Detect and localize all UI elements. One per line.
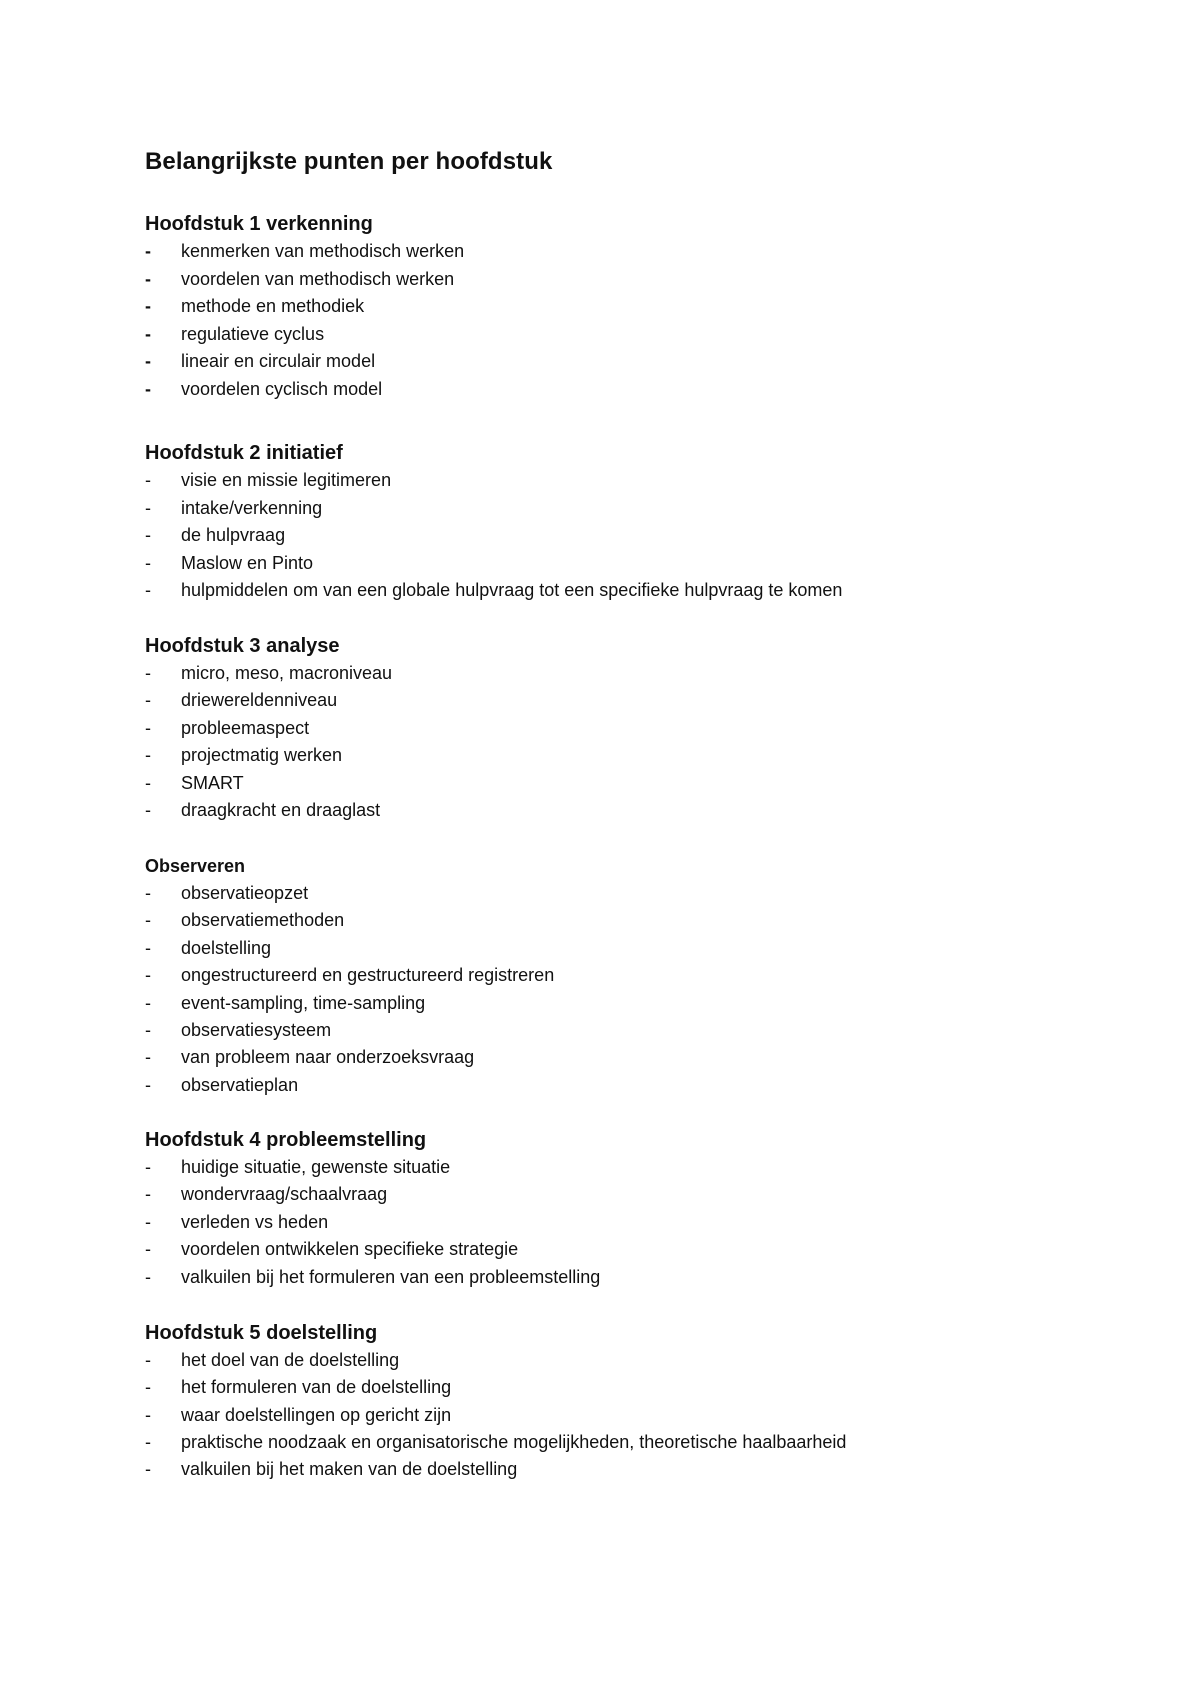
section-observeren (145, 852, 1145, 1099)
list-item-text: observatieopzet (181, 883, 309, 903)
dash-bullet: - (145, 799, 151, 820)
dash-bullet: - (145, 745, 151, 766)
list-item (145, 1429, 1145, 1456)
list-item (145, 962, 1145, 989)
list-item-text: huidige situatie, gewenste situatie (181, 1157, 451, 1177)
list-item (145, 935, 1145, 962)
dash-bullet: - (145, 772, 151, 793)
list-item (145, 715, 1145, 742)
list-item (145, 293, 1145, 321)
list-item (145, 1154, 1145, 1181)
list-item-text: valkuilen bij het maken van de doelstelling (181, 1459, 518, 1480)
list-item (145, 907, 1145, 934)
dash-bullet: - (145, 883, 151, 903)
list-item-text: intake/verkenning (181, 497, 323, 518)
list-item (145, 467, 1145, 495)
list-item-text: draagkracht en draaglast (181, 799, 381, 820)
list-item (145, 742, 1145, 769)
list-item (145, 770, 1145, 797)
list-item-text: lineair en circulair model (181, 351, 376, 371)
dash-bullet: - (145, 470, 151, 490)
dash-bullet: - (145, 497, 151, 518)
list-item-text: het formuleren van de doelstelling (181, 1377, 452, 1398)
list-item (145, 1264, 1145, 1291)
dash-bullet: - (145, 1211, 151, 1232)
list-item-text: Maslow en Pinto (181, 552, 314, 573)
dash-bullet: - (145, 663, 151, 683)
list-item-text: praktische noodzaak en organisatorische mogelijkheden, theoretische haalbaarheid (181, 1431, 847, 1452)
dash-bullet: - (145, 296, 151, 316)
list-item-text: de hulpvraag (181, 525, 286, 545)
list-item (145, 1402, 1145, 1429)
list-item (145, 550, 1145, 578)
bullet-list (145, 660, 1145, 824)
dash-bullet: - (145, 937, 151, 958)
list-item-text: het doel van de doelstelling (181, 1350, 400, 1370)
section-hoofdstuk-1 (145, 210, 1145, 403)
bullet-list (145, 1347, 1145, 1483)
dash-bullet: - (145, 1019, 151, 1040)
dash-bullet: - (145, 965, 151, 986)
document-title: Belangrijkste punten per hoofdstuk (145, 148, 553, 175)
list-item-text: projectmatig werken (181, 745, 343, 766)
dash-bullet: - (145, 241, 151, 261)
section-heading: Observeren (145, 856, 246, 876)
dash-bullet: - (145, 992, 151, 1013)
list-item (145, 797, 1145, 824)
list-item (145, 1456, 1145, 1483)
list-item-text: driewereldenniveau (181, 690, 338, 711)
list-item-text: probleemaspect (181, 717, 310, 738)
dash-bullet: - (145, 1350, 151, 1370)
section-hoofdstuk-2 (145, 439, 1145, 605)
dash-bullet: - (145, 323, 151, 344)
list-item (145, 990, 1145, 1017)
dash-bullet: - (145, 717, 151, 738)
dash-bullet: - (145, 1377, 151, 1398)
list-item-text: observatiesysteem (181, 1019, 332, 1040)
section-heading: Hoofdstuk 4 probleemstelling (145, 1129, 427, 1151)
dash-bullet: - (145, 525, 151, 545)
list-item-text: event-sampling, time-sampling (181, 992, 426, 1013)
list-item (145, 1236, 1145, 1263)
bullet-list (145, 238, 1145, 403)
list-item-text: observatiemethoden (181, 910, 345, 931)
list-item (145, 1209, 1145, 1236)
dash-bullet: - (145, 1266, 151, 1287)
dash-bullet: - (145, 1184, 151, 1205)
list-item-text: waar doelstellingen op gericht zijn (181, 1404, 452, 1425)
dash-bullet: - (145, 690, 151, 711)
list-item-text: voordelen ontwikkelen specifieke strategie (181, 1239, 519, 1260)
list-item (145, 1044, 1145, 1071)
section-hoofdstuk-3 (145, 632, 1145, 824)
bullet-list (145, 880, 1145, 1099)
dash-bullet: - (145, 1047, 151, 1068)
section-heading: Hoofdstuk 2 initiatief (145, 442, 343, 464)
list-item-text: verleden vs heden (181, 1211, 329, 1232)
list-item (145, 1017, 1145, 1044)
dash-bullet: - (145, 1431, 151, 1452)
dash-bullet: - (145, 1074, 151, 1095)
list-item (145, 1347, 1145, 1374)
list-item (145, 1181, 1145, 1208)
dash-bullet: - (145, 552, 151, 573)
section-heading: Hoofdstuk 1 verkenning (145, 213, 373, 235)
list-item-text: voordelen van methodisch werken (181, 268, 455, 289)
list-item-text: observatieplan (181, 1074, 299, 1095)
list-item (145, 660, 1145, 687)
list-item (145, 266, 1145, 294)
section-heading: Hoofdstuk 3 analyse (145, 635, 340, 657)
dash-bullet: - (145, 1157, 151, 1177)
list-item (145, 1072, 1145, 1099)
list-item (145, 577, 1145, 605)
section-heading: Hoofdstuk 5 doelstelling (145, 1322, 378, 1344)
list-item-text: van probleem naar onderzoeksvraag (181, 1047, 475, 1068)
list-item (145, 495, 1145, 523)
section-hoofdstuk-5 (145, 1319, 1145, 1483)
list-item (145, 321, 1145, 349)
list-item-text: ongestructureerd en gestructureerd registreren (181, 965, 555, 986)
list-item-text: SMART (181, 772, 244, 793)
bullet-list (145, 467, 1145, 605)
list-item-text: voordelen cyclisch model (181, 378, 383, 399)
list-item-text: methode en methodiek (181, 296, 365, 316)
dash-bullet: - (145, 378, 151, 399)
list-item-text: hulpmiddelen om van een globale hulpvraag tot een specifieke hulpvraag te komen (181, 580, 843, 600)
list-item-text: micro, meso, macroniveau (181, 663, 393, 683)
list-item-text: wondervraag/schaalvraag (181, 1184, 388, 1205)
bullet-list (145, 1154, 1145, 1291)
section-hoofdstuk-4 (145, 1126, 1145, 1291)
list-item-text: doelstelling (181, 937, 272, 958)
dash-bullet: - (145, 351, 151, 371)
list-item (145, 348, 1145, 376)
list-item (145, 376, 1145, 404)
list-item (145, 880, 1145, 907)
dash-bullet: - (145, 910, 151, 931)
list-item-text: valkuilen bij het formuleren van een probleemstelling (181, 1266, 601, 1287)
list-item (145, 522, 1145, 550)
dash-bullet: - (145, 580, 151, 600)
list-item (145, 687, 1145, 714)
dash-bullet: - (145, 1239, 151, 1260)
dash-bullet: - (145, 1404, 151, 1425)
list-item-text: kenmerken van methodisch werken (181, 241, 465, 261)
dash-bullet: - (145, 268, 151, 289)
list-item-text: regulatieve cyclus (181, 323, 325, 344)
dash-bullet: - (145, 1459, 151, 1480)
list-item (145, 238, 1145, 266)
list-item-text: visie en missie legitimeren (181, 470, 392, 490)
list-item (145, 1374, 1145, 1401)
